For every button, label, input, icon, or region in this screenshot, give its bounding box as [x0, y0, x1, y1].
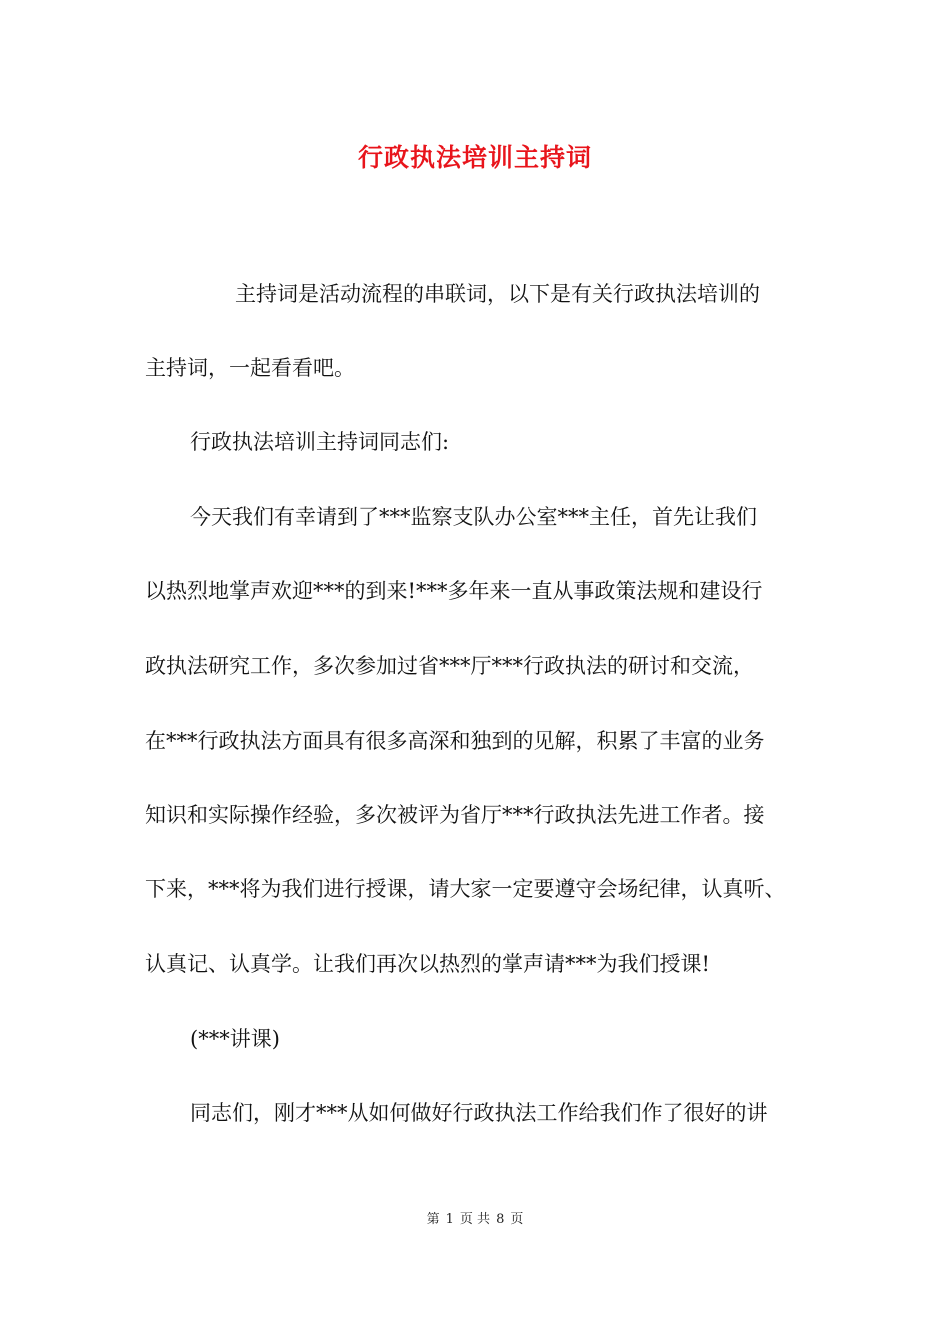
paragraph-line: 知识和实际操作经验，多次被评为省厅***行政执法先进工作者。接: [145, 803, 765, 827]
paragraph-line: 主持词，一起看看吧。: [145, 356, 355, 380]
footer-prefix: 第: [426, 1212, 440, 1227]
page-footer: [0, 1208, 950, 1227]
document-title: 行政执法培训主持词: [357, 143, 592, 172]
paragraph-line: 政执法研究工作，多次参加过省***厅***行政执法的研讨和交流，: [145, 654, 754, 678]
paragraph-line: 同志们，刚才***从如何做好行政执法工作给我们作了很好的讲: [190, 1101, 768, 1125]
footer-mid: 页 共: [459, 1212, 491, 1227]
paragraph-line: 在***行政执法方面具有很多高深和独到的见解，积累了丰富的业务: [145, 729, 765, 753]
footer-page-number: 1: [445, 1212, 454, 1227]
footer-total-pages: 8: [496, 1212, 505, 1227]
paragraph-line: 以热烈地掌声欢迎***的到来!***多年来一直从事政策法规和建设行: [145, 579, 763, 603]
paragraph-line: 认真记、认真学。让我们再次以热烈的掌声请***为我们授课!: [145, 952, 710, 976]
footer-suffix: 页: [510, 1212, 524, 1227]
paragraph-line: 今天我们有幸请到了***监察支队办公室***主任，首先让我们: [190, 505, 757, 529]
paragraph-line: 下来，***将为我们进行授课，请大家一定要遵守会场纪律，认真听、: [145, 877, 786, 901]
paragraph-line: 主持词是活动流程的串联词，以下是有关行政执法培训的: [235, 282, 760, 306]
paragraph-line: (***讲课): [190, 1027, 280, 1051]
paragraph-line: 行政执法培训主持词同志们:: [190, 430, 450, 454]
